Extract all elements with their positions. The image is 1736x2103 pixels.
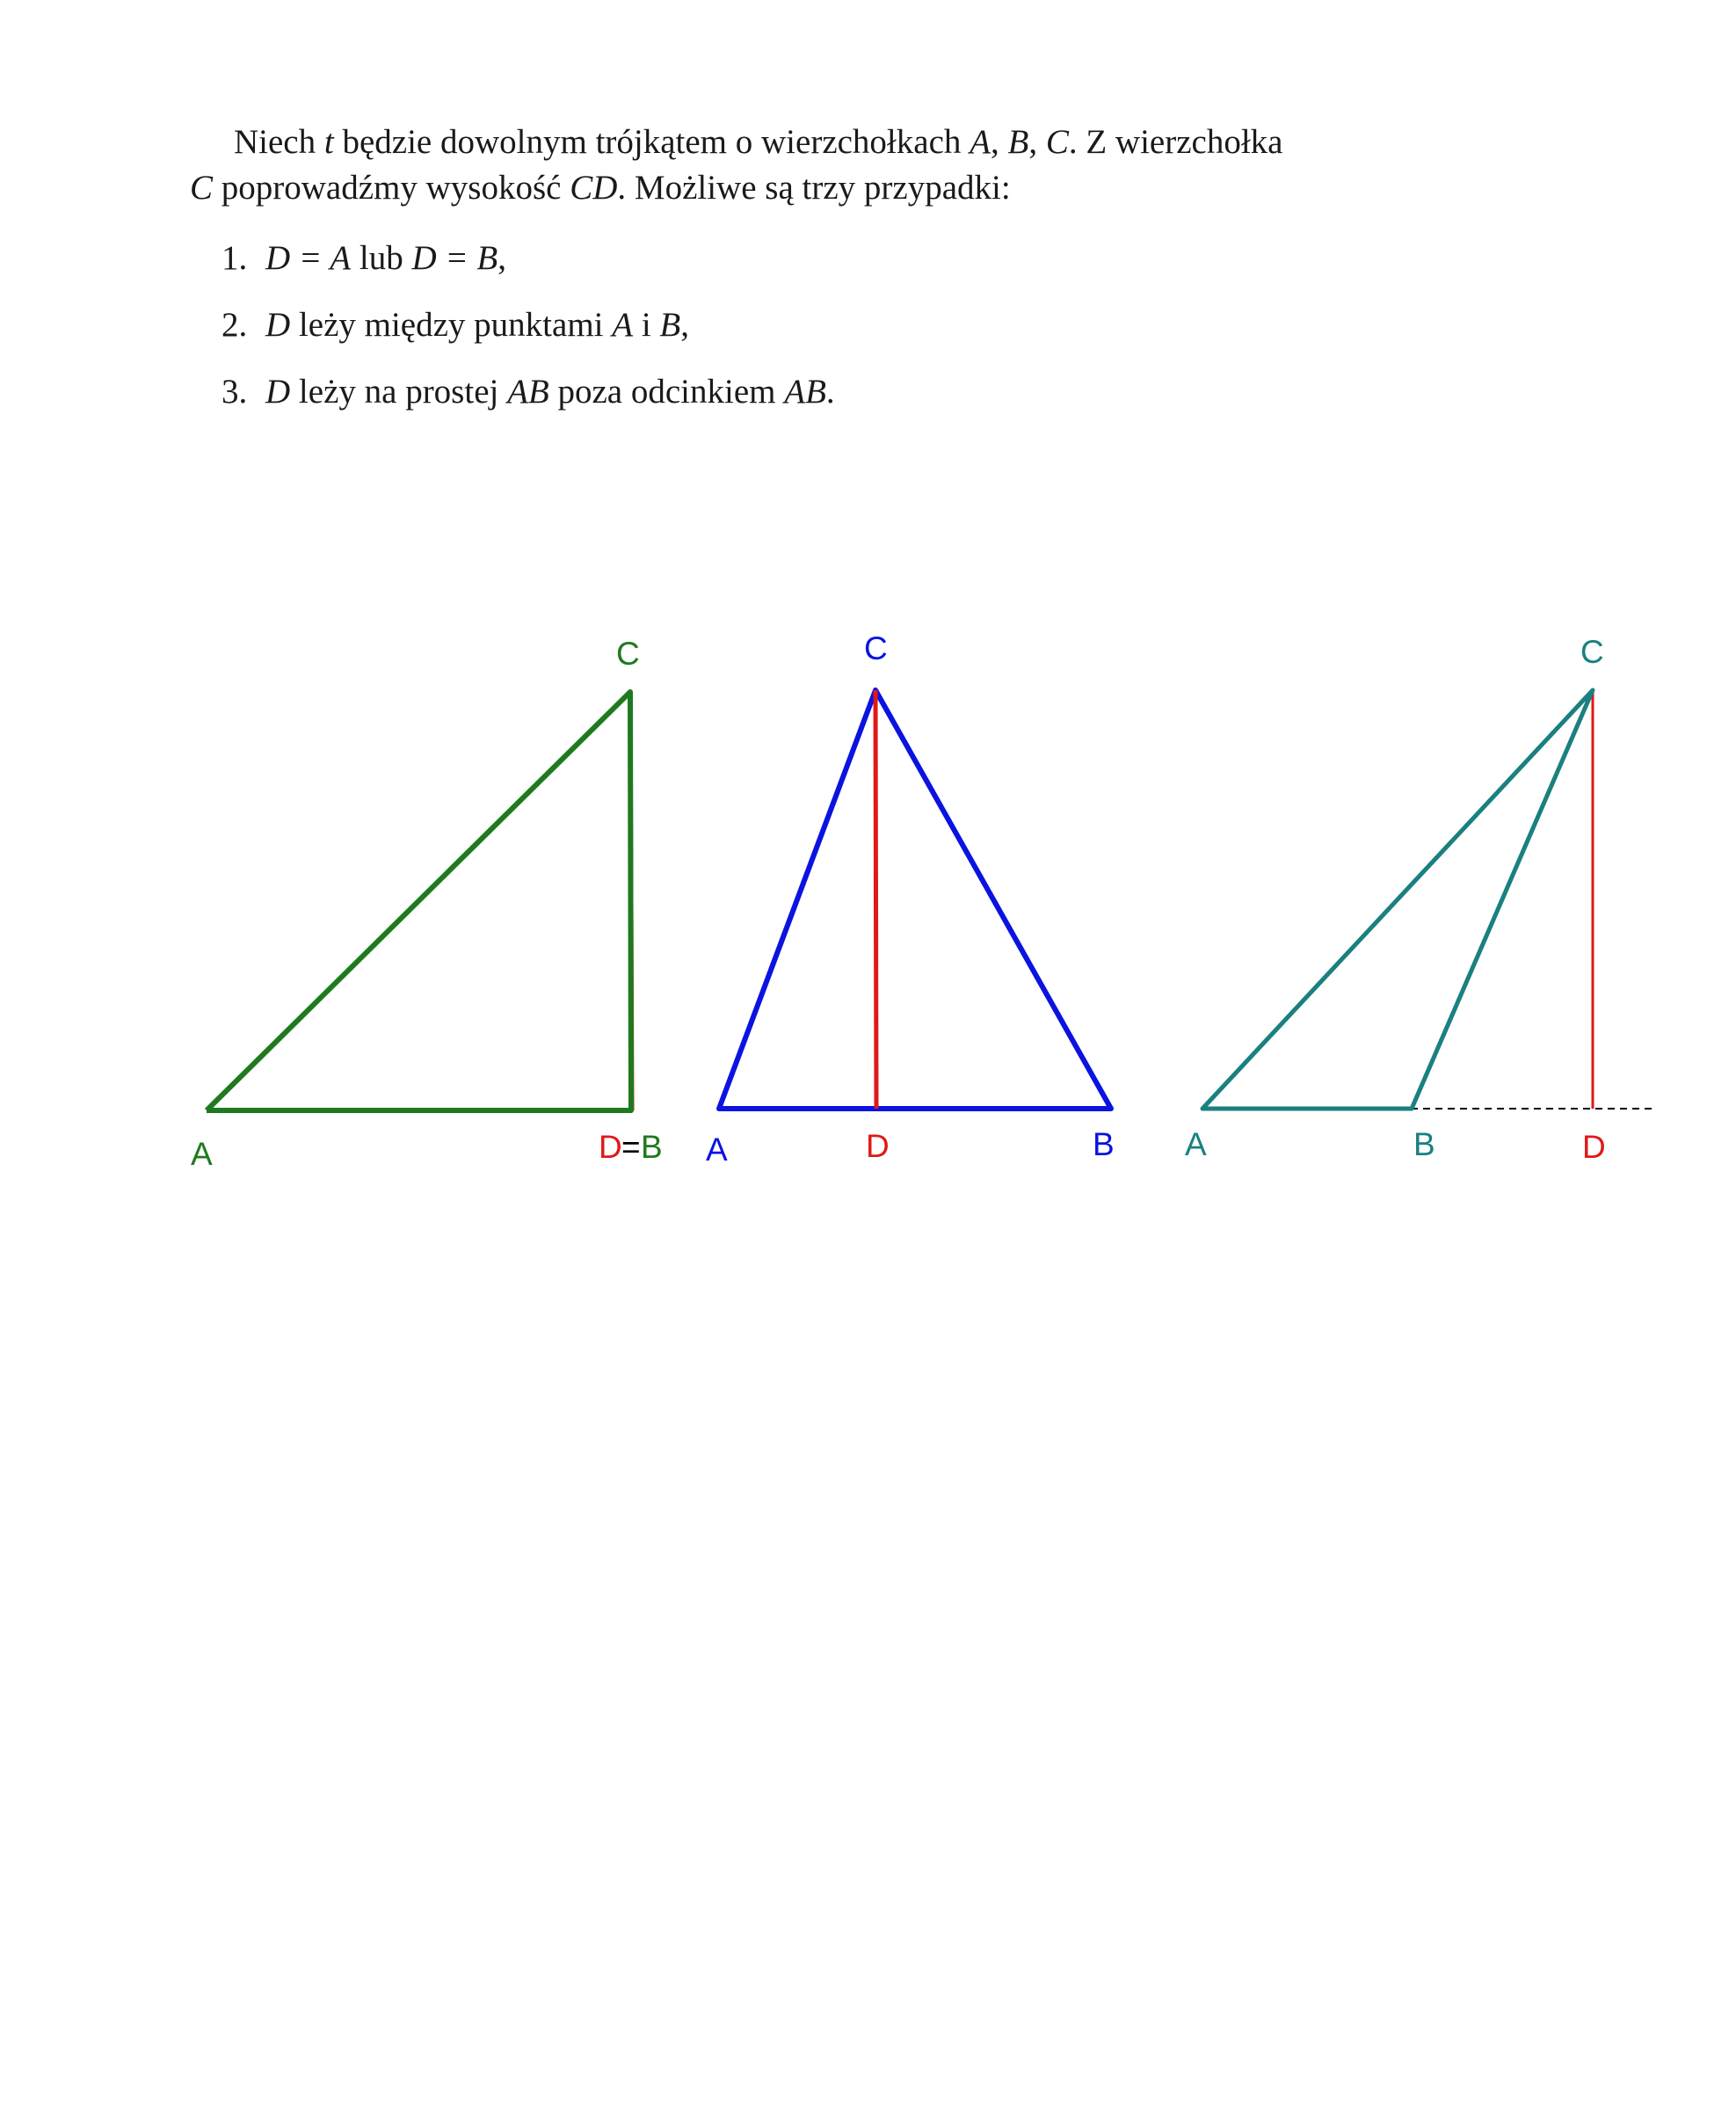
vertex-label-a: A (191, 1136, 213, 1172)
case-text: poza odcinkiem (548, 373, 785, 411)
case-item-2 (222, 302, 1438, 348)
right-triangle-figure (191, 636, 663, 1172)
math-expr: D = A (265, 239, 352, 277)
math-expr: AB (784, 373, 826, 411)
intro-text: . Z wierzchołka (1068, 123, 1283, 161)
math-expr: A (612, 306, 634, 344)
text-block (190, 120, 1438, 436)
case-text: leży na prostej (290, 373, 508, 411)
altitude-cd (875, 690, 876, 1109)
math-c: C (1045, 123, 1069, 161)
cases-list (190, 236, 1438, 415)
math-t: t (323, 123, 334, 161)
intro-text: Niech (234, 123, 324, 161)
math-expr: D = B (411, 239, 498, 277)
case-text: lub (351, 239, 412, 277)
math-expr: AB (507, 373, 549, 411)
case-text: , (498, 239, 507, 277)
vertex-label-c: C (864, 630, 888, 666)
math-expr: D (265, 373, 291, 411)
vertex-label-d: D (866, 1128, 890, 1164)
altitude-cd (630, 692, 632, 1110)
case-text: , (680, 306, 689, 344)
vertex-label-b: B (1093, 1126, 1115, 1162)
case-number: 1. (222, 239, 248, 277)
acute-triangle-figure (706, 630, 1115, 1168)
equals-sign: = (621, 1129, 641, 1165)
vertex-label-a: A (706, 1132, 728, 1168)
vertex-label-c: C (616, 636, 640, 672)
case-text: leży między punktami (290, 306, 613, 344)
triangle-sides (207, 692, 631, 1110)
obtuse-triangle-figure (1185, 634, 1652, 1165)
case-text: i (633, 306, 660, 344)
math-b: B (1007, 123, 1029, 161)
intro-text: , (1028, 123, 1046, 161)
case-number: 3. (222, 373, 248, 411)
math-expr: B (659, 306, 681, 344)
case-item-3 (222, 369, 1438, 415)
vertex-label-b: B (1413, 1126, 1435, 1162)
case-number: 2. (222, 306, 248, 344)
case-text: . (825, 373, 835, 411)
triangle-sides (1202, 690, 1593, 1109)
math-c: C (190, 169, 214, 207)
math-a: A (970, 123, 991, 161)
intro-text: , (990, 123, 1008, 161)
case-item-1 (222, 236, 1438, 281)
intro-text: będzie dowolnym trójkątem o wierzchołkach (333, 123, 970, 161)
intro-text: poprowadźmy wysokość (213, 169, 570, 207)
math-cd: CD (570, 169, 618, 207)
vertex-label-d: D (1582, 1129, 1606, 1165)
math-expr: D (265, 306, 291, 344)
triangle-sides (719, 690, 1111, 1109)
vertex-label-b: B (641, 1129, 663, 1165)
intro-text: . Możliwe są trzy przypadki: (617, 169, 1011, 207)
vertex-label-c: C (1580, 634, 1604, 670)
intro-paragraph (190, 120, 1438, 211)
vertex-label-d: D (599, 1129, 622, 1165)
vertex-label-a: A (1185, 1126, 1207, 1162)
